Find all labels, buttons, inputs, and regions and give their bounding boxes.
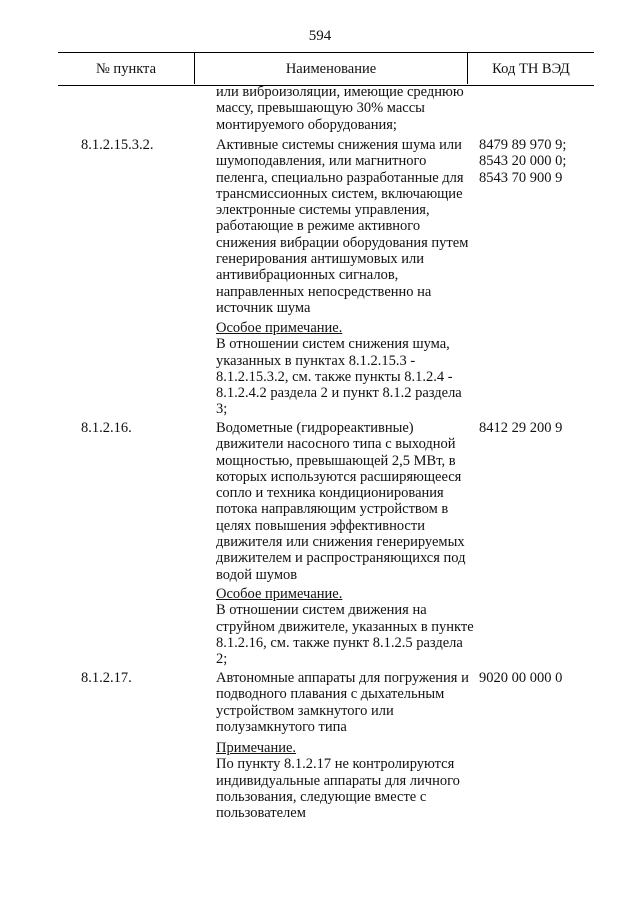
row-number: 8.1.2.16. bbox=[81, 420, 132, 436]
page-number: 594 bbox=[308, 28, 332, 44]
header-code: Код ТН ВЭД bbox=[492, 61, 570, 77]
note-title: Примечание. bbox=[216, 740, 297, 756]
row-codes: 8412 29 200 9 bbox=[479, 420, 563, 436]
table-header bbox=[58, 52, 594, 86]
header-number: № пункта bbox=[95, 61, 157, 77]
row-number: 8.1.2.15.3.2. bbox=[81, 137, 154, 153]
continuation-text: или виброизоляции, имеющие среднюю массу, превышающую 30% массы монтируемого оборудования; bbox=[216, 84, 464, 133]
row-note: Особое примечание. В отношении систем движения на струйном движителе, указанных в пункте 8.1.2.16, см. также пункт 8.1.2.5 раздела 2; bbox=[216, 586, 474, 668]
header-divider bbox=[467, 52, 468, 84]
row-name: Автономные аппараты для погружения и подводного плавания с дыхательным устройством замкнутого или полузамкнутого типа bbox=[216, 670, 469, 735]
row-name: Водометные (гидрореактивные) движители насосного типа с выходной мощностью, превышающей 2,5 МВт, в которых используются расширяющееся сопло и техника кондиционирования потока направляющим устройством в целях повышения эффективности движителя или снижения генерируемых движителем и распространяющихся под водой шумов bbox=[216, 420, 466, 583]
row-codes: 8479 89 970 9; 8543 20 000 0; 8543 70 900 9 bbox=[479, 137, 567, 186]
header-name: Наименование bbox=[285, 61, 377, 77]
row-name: Активные системы снижения шума или шумоподавления, или магнитного пеленга, специально разработанные для трансмиссионных систем, включающие электронные системы управления, работающие в режиме активного снижения вибрации оборудования путем генерирования антишумовых или антивибрационных сигналов, направленных непосредственно на источник шума bbox=[216, 137, 469, 316]
header-divider bbox=[194, 52, 195, 84]
row-codes: 9020 00 000 0 bbox=[479, 670, 563, 686]
note-title: Особое примечание. bbox=[216, 320, 343, 336]
row-number: 8.1.2.17. bbox=[81, 670, 132, 686]
row-note: Примечание. По пункту 8.1.2.17 не контролируются индивидуальные аппараты для личного пользования, следующие вместе с пользователем bbox=[216, 740, 466, 821]
row-note: Особое примечание. В отношении систем снижения шума, указанных в пунктах 8.1.2.15.3 - 8.1.2.15.3.2, см. также пункты 8.1.2.4 - 8.1.2.4.2 раздела 2 и пункт 8.1.2 раздела 3; bbox=[216, 320, 466, 418]
note-title: Особое примечание. bbox=[216, 586, 343, 602]
